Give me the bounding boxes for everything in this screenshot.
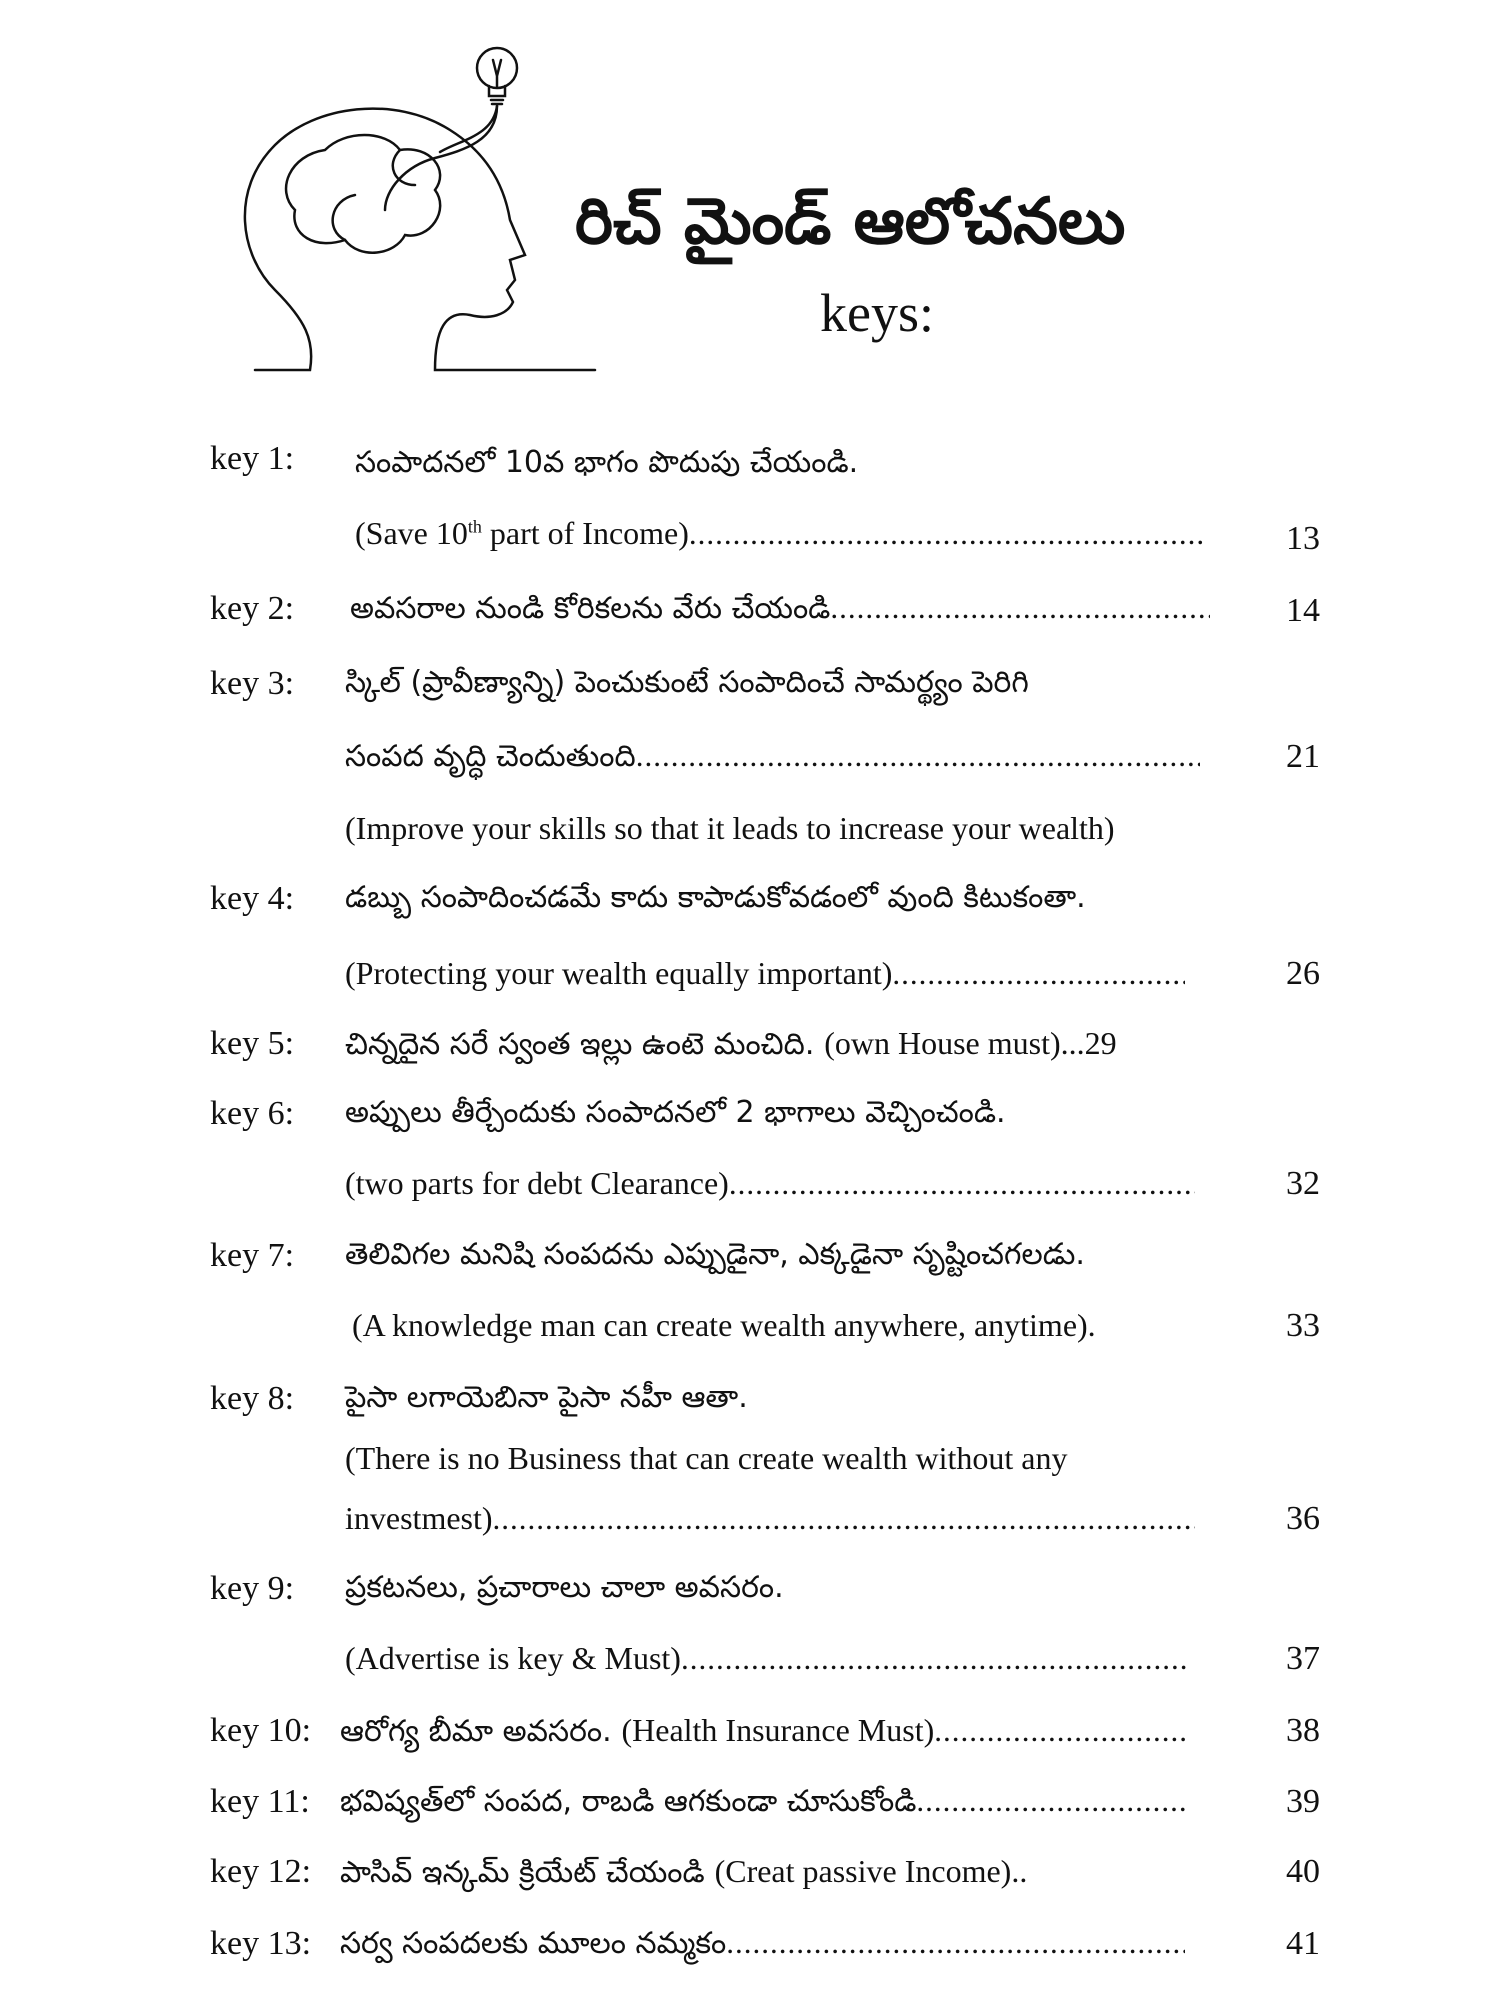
key-12-page: 40 bbox=[1286, 1853, 1320, 1890]
key-1-english: (Save 10th part of Income) ..... bbox=[355, 515, 1205, 559]
key-6-label: key 6: bbox=[210, 1095, 295, 1132]
key-8-english-line1: (There is no Business that can create wealth without any bbox=[345, 1440, 1068, 1476]
key-11-label: key 11: bbox=[210, 1783, 310, 1820]
key-7-label: key 7: bbox=[210, 1237, 295, 1274]
key-13-label: key 13: bbox=[210, 1925, 312, 1962]
key-9-english: (Advertise is key & Must) ..... bbox=[345, 1640, 1190, 1684]
key-1-page: 13 bbox=[1286, 520, 1320, 557]
key-2-label: key 2: bbox=[210, 590, 295, 627]
key-7-page: 33 bbox=[1286, 1307, 1320, 1344]
key-11-telugu: భవిష్యత్‌లో సంపద, రాబడి ఆగకుండా చూసుకోండి ..... bbox=[340, 1783, 1185, 1827]
key-3-english: (Improve your skills so that it leads to increase your wealth) bbox=[345, 810, 1115, 846]
key-5-text: చిన్నదైన సరే స్వంత ఇల్లు ఉంటె మంచిది. (own House must)...29 bbox=[345, 1025, 1117, 1062]
key-8-page: 36 bbox=[1286, 1500, 1320, 1537]
key-13-telugu: సర్వ సంపదలకు మూలం నమ్మకం ..... bbox=[340, 1925, 1185, 1969]
key-8-label: key 8: bbox=[210, 1380, 295, 1417]
key-10-label: key 10: bbox=[210, 1712, 312, 1749]
key-9-label: key 9: bbox=[210, 1570, 295, 1607]
key-3-label: key 3: bbox=[210, 665, 295, 702]
key-2-page: 14 bbox=[1286, 592, 1320, 629]
key-1-label: key 1: bbox=[210, 440, 295, 477]
key-7-english: (A knowledge man can create wealth anywhere, anytime). bbox=[352, 1307, 1096, 1343]
key-12-label: key 12: bbox=[210, 1853, 312, 1890]
key-11-page: 39 bbox=[1286, 1783, 1320, 1820]
key-7-telugu: తెలివిగల మనిషి సంపదను ఎప్పుడైనా, ఎక్కడైనా సృష్టించగలడు. bbox=[345, 1237, 1085, 1272]
key-4-label: key 4: bbox=[210, 880, 295, 917]
key-1-telugu: సంపాదనలో 10వ భాగం పొదుపు చేయండి. bbox=[355, 445, 859, 480]
key-2-telugu: అవసరాల నుండి కోరికలను వేరు చేయండి ..... bbox=[350, 590, 1210, 634]
key-12-text: పాసివ్ ఇన్కమ్ క్రియేట్ చేయండి (Creat passive Income).. bbox=[340, 1853, 1028, 1890]
key-10-text: ఆరోగ్య బీమా అవసరం. (Health Insurance Must) ..... bbox=[340, 1712, 1185, 1756]
page-title-telugu: రిచ్ మైండ్ ఆలోచనలు bbox=[575, 185, 1126, 259]
key-3-telugu-line2: సంపద వృద్ధి చెందుతుంది ..... bbox=[345, 738, 1200, 782]
key-4-english: (Protecting your wealth equally important) ..... bbox=[345, 955, 1185, 999]
key-13-page: 41 bbox=[1286, 1925, 1320, 1962]
key-3-page: 21 bbox=[1286, 738, 1320, 775]
key-9-telugu: ప్రకటనలు, ప్రచారాలు చాలా అవసరం. bbox=[345, 1570, 784, 1605]
key-4-page: 26 bbox=[1286, 955, 1320, 992]
key-8-english-line2: investmest) ..... bbox=[345, 1500, 1195, 1544]
key-8-telugu: పైసా లగాయెబినా పైసా నహీ ఆతా. bbox=[345, 1380, 748, 1415]
key-9-page: 37 bbox=[1286, 1640, 1320, 1677]
key-6-page: 32 bbox=[1286, 1165, 1320, 1202]
key-5-label: key 5: bbox=[210, 1025, 295, 1062]
page-title-keys: keys: bbox=[820, 283, 934, 343]
key-4-telugu: డబ్బు సంపాదించడమే కాదు కాపాడుకోవడంలో వుంది కిటుకంతా. bbox=[345, 880, 1086, 915]
key-10-page: 38 bbox=[1286, 1712, 1320, 1749]
key-6-telugu: అప్పులు తీర్చేందుకు సంపాదనలో 2 భాగాలు వెచ్చించండి. bbox=[345, 1095, 1006, 1130]
key-3-telugu-line1: స్కిల్ (ప్రావీణ్యాన్ని) పెంచుకుంటే సంపాదించే సామర్థ్యం పెరిగి bbox=[345, 665, 1029, 700]
key-6-english: (two parts for debt Clearance) ..... bbox=[345, 1165, 1195, 1209]
